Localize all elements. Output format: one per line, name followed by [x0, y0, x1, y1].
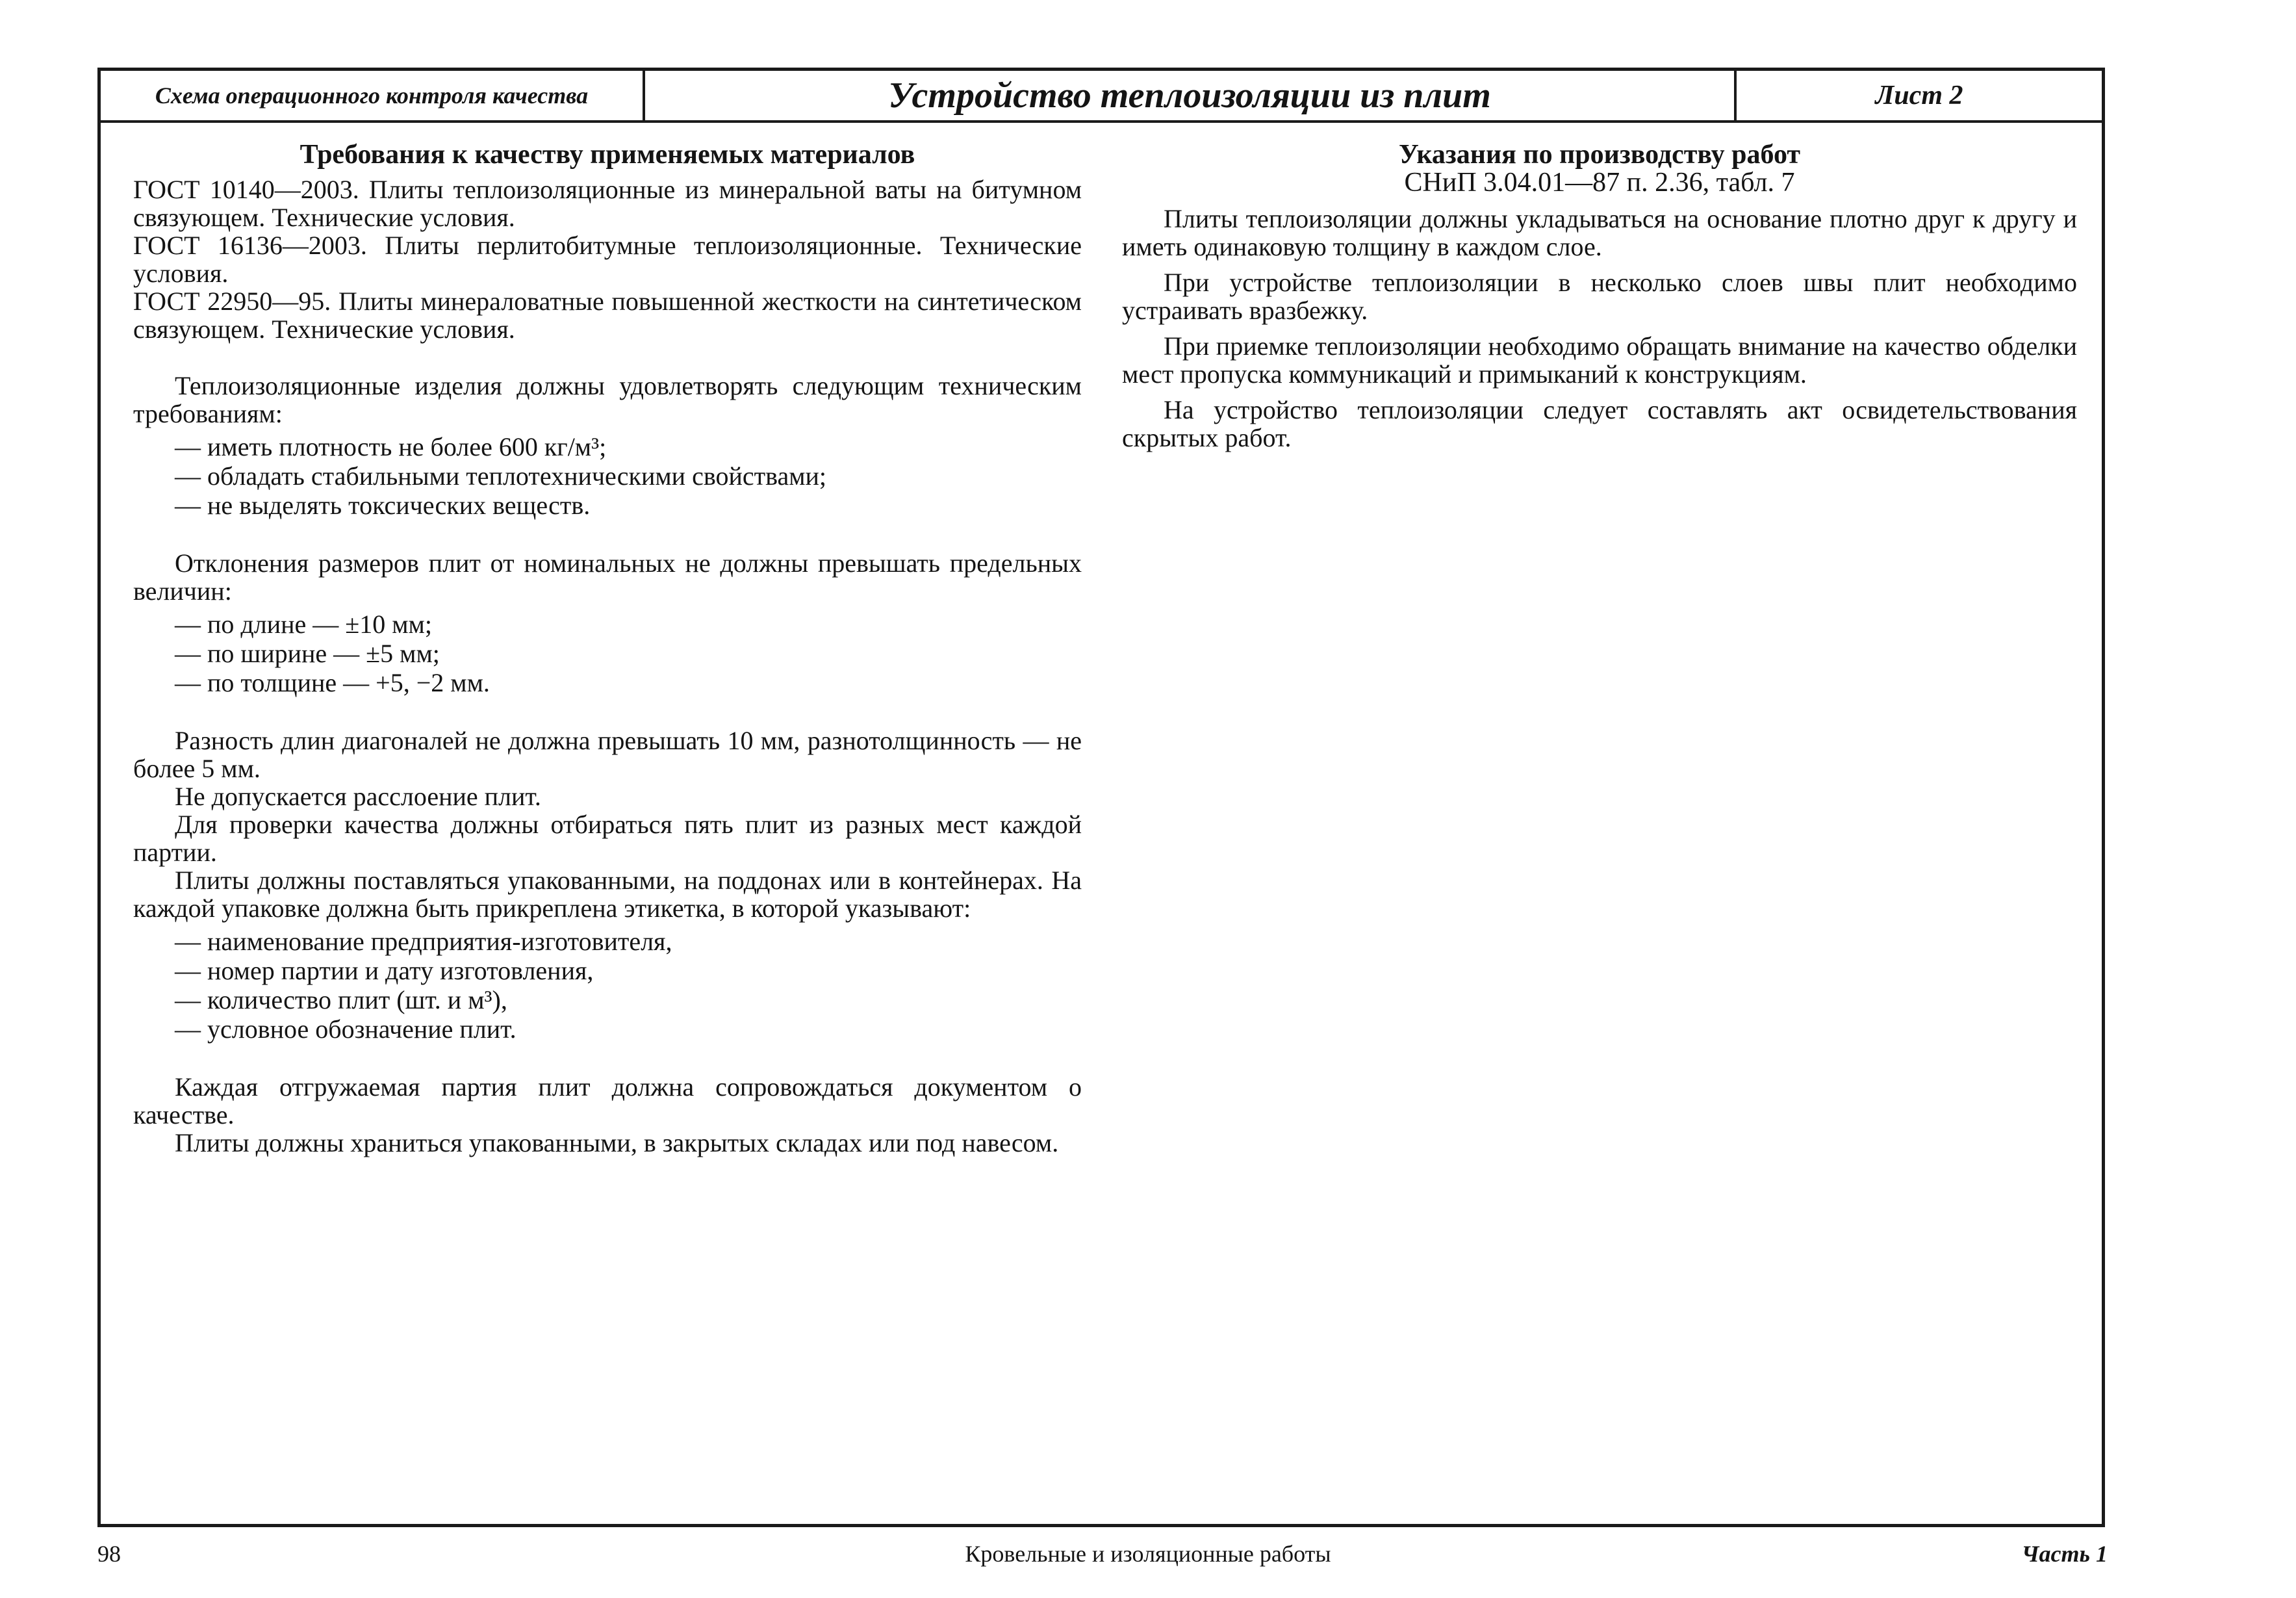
title-block [101, 71, 2102, 123]
work-instructions-column [1122, 141, 2077, 459]
gost-16136: ГОСТ 16136—2003. Плиты перлитобитумные теплоизоляционные. Технические условия. [133, 231, 1082, 288]
list-item: — наименование предприятия-изготовителя, [175, 927, 672, 956]
sheet-number: Лист 2 [1875, 81, 1963, 110]
list-item: — обладать стабильными теплотехническими свойствами; [175, 461, 827, 491]
materials-requirements-column [133, 141, 1082, 1157]
list-item: — количество плит (шт. и м³), [175, 985, 507, 1014]
document-frame [97, 68, 2105, 1527]
list-item: — по длине — ±10 мм; [175, 610, 432, 639]
packing-text: Плиты должны поставляться упакованными, на поддонах или в контейнерах. На каждой упаковке должна быть прикреплена этикетка, в которой указывают: [133, 866, 1082, 923]
scheme-label: Схема операционного контроля качества [101, 71, 645, 120]
sampling-text: Для проверки качества должны отбираться пять плит из разных мест каждой партии. [133, 810, 1082, 867]
footer-part: Часть 1 [2021, 1541, 2108, 1567]
gost-10140: ГОСТ 10140—2003. Плиты теплоизоляционные из минеральной ваты на битумном связующем. Технические условия. [133, 175, 1082, 232]
list-item: — по ширине — ±5 мм; [175, 639, 440, 668]
delamination-text: Не допускается расслоение плит. [175, 782, 541, 811]
page-number: 98 [97, 1541, 121, 1567]
list-item: — номер партии и дату изготовления, [175, 956, 594, 985]
list-item: — не выделять токсических веществ. [175, 491, 591, 520]
instruction-paragraph: При устройстве теплоизоляции в несколько слоев швы плит необходимо устраивать вразбежку. [1122, 268, 2077, 325]
gost-22950: ГОСТ 22950—95. Плиты минераловатные повышенной жесткости на синтетическом связующем. Технические условия. [133, 287, 1082, 344]
label-list [133, 927, 1082, 1043]
instructions-reference: СНиП 3.04.01—87 п. 2.36, табл. 7 [1404, 168, 1795, 198]
materials-heading: Требования к качеству применяемых материалов [300, 140, 915, 170]
instruction-paragraph: На устройство теплоизоляции следует составлять акт освидетельствования скрытых работ. [1122, 395, 2077, 452]
deviations-intro: Отклонения размеров плит от номинальных не должны превышать предельных величин: [133, 548, 1082, 606]
list-item: — условное обозначение плит. [175, 1014, 517, 1044]
requirements-list [133, 433, 1082, 519]
instruction-paragraph: Плиты теплоизоляции должны укладываться на основание плотно друг к другу и иметь одинаковую толщину в каждом слое. [1122, 204, 2077, 261]
storage-text: Плиты должны храниться упакованными, в закрытых складах или под навесом. [175, 1128, 1059, 1157]
deviations-list [133, 610, 1082, 697]
document-title: Устройство теплоизоляции из плит [645, 71, 1737, 120]
list-item: — по толщине — +5, −2 мм. [175, 668, 490, 697]
instructions-heading: Указания по производству работ [1398, 140, 1801, 170]
diagonal-text: Разность длин диагоналей не должна превышать 10 мм, разнотолщинность — не более 5 мм. [133, 726, 1082, 783]
footer-section-title: Кровельные и изоляционные работы [965, 1541, 1331, 1567]
quality-document-text: Каждая отгружаемая партия плит должна сопровождаться документом о качестве. [133, 1072, 1082, 1129]
instruction-paragraph: При приемке теплоизоляции необходимо обращать внимание на качество обделки мест пропуска коммуникаций и примыканий к конструкциям. [1122, 331, 2077, 389]
list-item: — иметь плотность не более 600 кг/м³; [175, 432, 607, 461]
requirements-intro: Теплоизоляционные изделия должны удовлетворять следующим техническим требованиям: [133, 371, 1082, 428]
